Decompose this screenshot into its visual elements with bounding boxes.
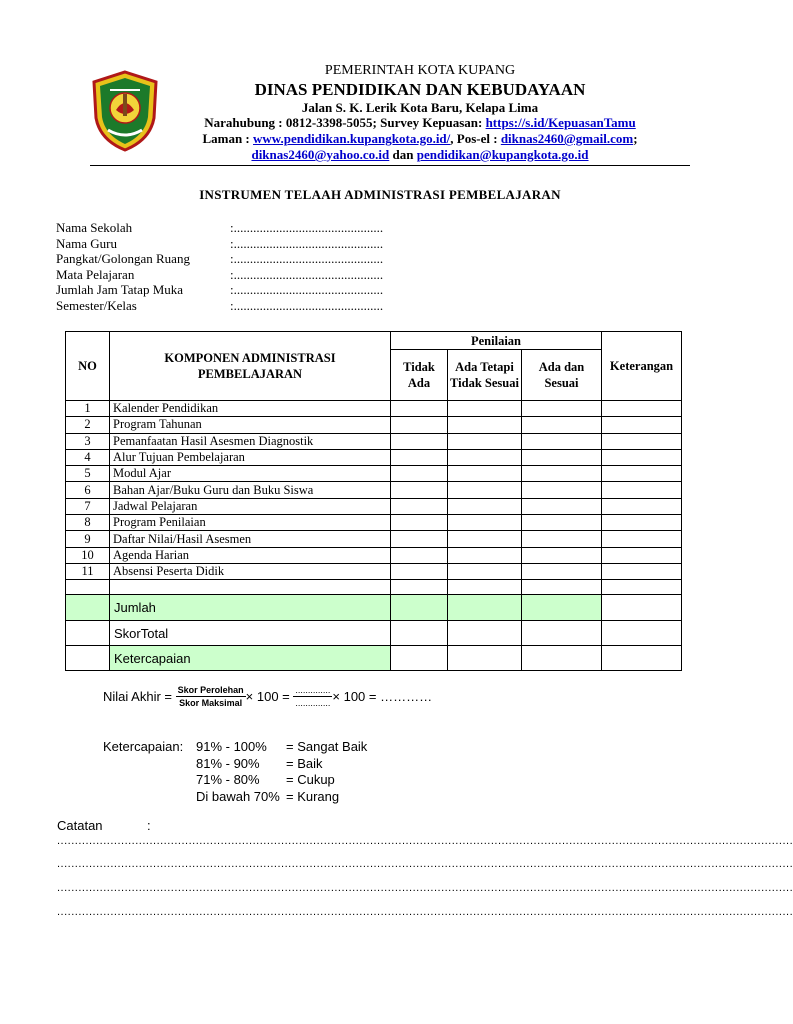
cell-keterangan[interactable] bbox=[602, 401, 682, 417]
email-prefix: , Pos-el : bbox=[450, 131, 501, 146]
row-item: Pemanfaatan Hasil Asesmen Diagnostik bbox=[110, 433, 391, 449]
catatan-line[interactable]: ............................................................................................................................................................................................................... bbox=[57, 882, 793, 894]
table-row bbox=[66, 401, 682, 417]
field-row bbox=[56, 267, 396, 283]
summary-cell[interactable] bbox=[522, 595, 602, 621]
cell-ada-sesuai[interactable] bbox=[522, 515, 602, 531]
summary-cell[interactable] bbox=[522, 621, 602, 646]
field-label: Nama Sekolah bbox=[56, 220, 133, 235]
field-row bbox=[56, 251, 396, 267]
field-row bbox=[56, 298, 396, 314]
formula-times: × 100 = bbox=[245, 689, 294, 704]
table-row bbox=[66, 563, 682, 579]
email-link-official[interactable]: pendidikan@kupangkota.go.id bbox=[416, 147, 589, 162]
header-emails bbox=[170, 147, 670, 163]
survey-link[interactable]: https://s.id/KepuasanTamu bbox=[485, 115, 636, 130]
field-value[interactable]: :.............................................. bbox=[230, 297, 384, 313]
level-desc: = Sangat Baik bbox=[286, 739, 368, 754]
cell-ada-sesuai[interactable] bbox=[522, 547, 602, 563]
field-value[interactable]: :.............................................. bbox=[230, 266, 384, 282]
row-number: 3 bbox=[66, 433, 110, 449]
cell-keterangan[interactable] bbox=[602, 466, 682, 482]
cell-tidak-ada[interactable] bbox=[391, 433, 448, 449]
table-row bbox=[66, 482, 682, 498]
empty-cell[interactable] bbox=[391, 580, 448, 595]
cell-keterangan[interactable] bbox=[602, 531, 682, 547]
field-value[interactable]: :.............................................. bbox=[230, 235, 384, 251]
cell-ada-sesuai[interactable] bbox=[522, 449, 602, 465]
formula-nilai-akhir bbox=[103, 684, 432, 709]
cell-tidak-ada[interactable] bbox=[391, 401, 448, 417]
level-desc: = Baik bbox=[286, 755, 323, 771]
header-tidak-ada: Tidak Ada bbox=[391, 350, 448, 401]
field-label: Pangkat/Golongan Ruang bbox=[56, 251, 190, 266]
formula-blank-den[interactable]: .............. bbox=[295, 698, 331, 708]
level-desc: = Cukup bbox=[286, 772, 335, 787]
identity-fields bbox=[56, 220, 396, 313]
cell-ada-tetapi[interactable] bbox=[448, 498, 522, 514]
row-item: Daftar Nilai/Hasil Asesmen bbox=[110, 531, 391, 547]
row-number: 2 bbox=[66, 417, 110, 433]
cell-tidak-ada[interactable] bbox=[391, 531, 448, 547]
summary-label: SkorTotal bbox=[110, 621, 391, 646]
cell-keterangan[interactable] bbox=[602, 417, 682, 433]
empty-cell[interactable] bbox=[602, 580, 682, 595]
formula-denominator: Skor Maksimal bbox=[179, 698, 243, 708]
summary-cell[interactable] bbox=[522, 646, 602, 671]
formula-fraction bbox=[176, 684, 246, 709]
catatan-line[interactable]: ............................................................................................................................................................................................................... bbox=[57, 858, 793, 870]
field-value[interactable]: :.............................................. bbox=[230, 220, 384, 235]
assessment-table bbox=[65, 331, 682, 671]
cell-ada-sesuai[interactable] bbox=[522, 498, 602, 514]
cell-ada-tetapi[interactable] bbox=[448, 433, 522, 449]
ketercapaian-levels bbox=[196, 739, 367, 805]
row-item: Absensi Peserta Didik bbox=[110, 563, 391, 579]
table-row bbox=[66, 515, 682, 531]
header-address: Jalan S. K. Lerik Kota Baru, Kelapa Lima bbox=[301, 100, 539, 115]
row-number: 10 bbox=[66, 547, 110, 563]
row-number: 4 bbox=[66, 449, 110, 465]
level-row bbox=[196, 772, 367, 789]
cell-keterangan[interactable] bbox=[602, 498, 682, 514]
row-item: Kalender Pendidikan bbox=[110, 401, 391, 417]
row-item: Jadwal Pelajaran bbox=[110, 498, 391, 514]
empty-cell bbox=[110, 580, 391, 595]
level-row bbox=[196, 789, 367, 806]
row-number: 11 bbox=[66, 563, 110, 579]
field-label: Mata Pelajaran bbox=[56, 266, 135, 282]
header-government: PEMERINTAH KOTA KUPANG bbox=[324, 63, 516, 78]
level-row bbox=[196, 756, 367, 773]
formula-result[interactable]: × 100 = ………… bbox=[332, 689, 433, 704]
header-keterangan: Keterangan bbox=[602, 332, 682, 401]
cell-tidak-ada[interactable] bbox=[391, 449, 448, 465]
table-row bbox=[66, 498, 682, 514]
summary-blank bbox=[66, 646, 110, 671]
catatan-line[interactable]: ............................................................................................................................................................................................................... bbox=[57, 906, 793, 918]
summary-cell[interactable] bbox=[448, 646, 522, 671]
summary-cell[interactable] bbox=[391, 646, 448, 671]
header-web bbox=[150, 131, 690, 147]
cell-keterangan[interactable] bbox=[602, 547, 682, 563]
empty-cell[interactable] bbox=[448, 580, 522, 595]
header-contact bbox=[150, 115, 690, 131]
summary-label: Ketercapaian bbox=[110, 646, 391, 671]
header-no: NO bbox=[66, 332, 110, 401]
summary-keterangan[interactable] bbox=[602, 621, 682, 646]
field-row bbox=[56, 282, 396, 298]
summary-row-ketercapaian bbox=[66, 646, 682, 671]
cell-tidak-ada[interactable] bbox=[391, 466, 448, 482]
header-agency: DINAS PENDIDIKAN DAN KEBUDAYAAN bbox=[254, 80, 586, 99]
table-row bbox=[66, 547, 682, 563]
cell-keterangan[interactable] bbox=[602, 449, 682, 465]
header-divider bbox=[90, 165, 690, 166]
summary-cell[interactable] bbox=[448, 621, 522, 646]
cell-keterangan[interactable] bbox=[602, 433, 682, 449]
field-value[interactable]: :.............................................. bbox=[230, 282, 384, 297]
row-number: 8 bbox=[66, 515, 110, 531]
cell-tidak-ada[interactable] bbox=[391, 482, 448, 498]
formula-numerator: Skor Perolehan bbox=[177, 685, 244, 695]
formula-fraction-blank bbox=[293, 684, 332, 709]
header-penilaian: Penilaian bbox=[391, 332, 602, 350]
cell-ada-sesuai[interactable] bbox=[522, 417, 602, 433]
summary-cell[interactable] bbox=[448, 595, 522, 621]
cell-ada-sesuai[interactable] bbox=[522, 433, 602, 449]
cell-ada-tetapi[interactable] bbox=[448, 449, 522, 465]
table-row bbox=[66, 449, 682, 465]
row-number: 6 bbox=[66, 482, 110, 498]
cell-ada-sesuai[interactable] bbox=[522, 401, 602, 417]
cell-ada-tetapi[interactable] bbox=[448, 466, 522, 482]
document-title: INSTRUMEN TELAAH ADMINISTRASI PEMBELAJARAN bbox=[199, 187, 561, 202]
level-range: 91% - 100% bbox=[196, 739, 267, 754]
summary-label: Jumlah bbox=[110, 595, 391, 621]
table-row bbox=[66, 466, 682, 482]
formula-label: Nilai Akhir = bbox=[103, 689, 176, 704]
summary-cell[interactable] bbox=[391, 621, 448, 646]
cell-ada-sesuai[interactable] bbox=[522, 482, 602, 498]
email-link-yahoo[interactable]: diknas2460@yahoo.co.id bbox=[251, 147, 390, 162]
table-row bbox=[66, 531, 682, 547]
web-link[interactable]: www.pendidikan.kupangkota.go.id/ bbox=[253, 131, 451, 146]
field-label: Nama Guru bbox=[56, 235, 118, 251]
contact-text: Narahubung : 0812-3398-5055; Survey Kepuasan: bbox=[204, 115, 486, 130]
catatan-label: Catatan bbox=[57, 818, 103, 833]
row-item: Program Tahunan bbox=[110, 417, 391, 433]
cell-ada-tetapi[interactable] bbox=[448, 401, 522, 417]
cell-ada-tetapi[interactable] bbox=[448, 563, 522, 579]
summary-keterangan[interactable] bbox=[602, 595, 682, 621]
cell-ada-sesuai[interactable] bbox=[522, 466, 602, 482]
email-and: dan bbox=[389, 147, 417, 162]
cell-tidak-ada[interactable] bbox=[391, 498, 448, 514]
row-item: Program Penilaian bbox=[110, 515, 391, 531]
cell-tidak-ada[interactable] bbox=[391, 563, 448, 579]
field-value[interactable]: :.............................................. bbox=[230, 251, 384, 266]
table-row-empty bbox=[66, 580, 682, 595]
email-link-gmail[interactable]: diknas2460@gmail.com bbox=[500, 131, 634, 146]
summary-blank bbox=[66, 595, 110, 621]
row-item: Alur Tujuan Pembelajaran bbox=[110, 449, 391, 465]
cell-tidak-ada[interactable] bbox=[391, 417, 448, 433]
cell-tidak-ada[interactable] bbox=[391, 547, 448, 563]
field-row bbox=[56, 220, 396, 236]
email-suffix: ; bbox=[633, 131, 638, 146]
empty-cell bbox=[66, 580, 110, 595]
level-range: 81% - 90% bbox=[196, 755, 260, 771]
summary-row-jumlah bbox=[66, 595, 682, 621]
row-number: 9 bbox=[66, 531, 110, 547]
level-row bbox=[196, 739, 367, 756]
level-range: 71% - 80% bbox=[196, 772, 260, 787]
catatan-line[interactable]: ............................................................................................................................................................................................................... bbox=[57, 835, 793, 847]
field-row bbox=[56, 236, 396, 252]
row-number: 5 bbox=[66, 466, 110, 482]
row-item: Bahan Ajar/Buku Guru dan Buku Siswa bbox=[110, 482, 391, 498]
row-item: Modul Ajar bbox=[110, 466, 391, 482]
cell-keterangan[interactable] bbox=[602, 563, 682, 579]
summary-row-skortotal bbox=[66, 621, 682, 646]
cell-keterangan[interactable] bbox=[602, 482, 682, 498]
ketercapaian-label: Ketercapaian: bbox=[103, 739, 184, 754]
row-number: 7 bbox=[66, 498, 110, 514]
field-label: Jumlah Jam Tatap Muka bbox=[56, 282, 184, 297]
table-row bbox=[66, 417, 682, 433]
header-komponen: KOMPONEN ADMINISTRASI PEMBELAJARAN bbox=[110, 332, 391, 401]
table-row bbox=[66, 433, 682, 449]
header-ada-tetapi: Ada Tetapi Tidak Sesuai bbox=[448, 350, 522, 401]
cell-tidak-ada[interactable] bbox=[391, 515, 448, 531]
catatan-colon: : bbox=[147, 818, 151, 833]
formula-blank-num[interactable]: .............. bbox=[295, 685, 331, 695]
cell-ada-tetapi[interactable] bbox=[448, 531, 522, 547]
cell-ada-tetapi[interactable] bbox=[448, 482, 522, 498]
level-desc: = Kurang bbox=[286, 788, 340, 804]
header-ada-sesuai: Ada dan Sesuai bbox=[522, 350, 602, 401]
cell-ada-sesuai[interactable] bbox=[522, 531, 602, 547]
cell-ada-tetapi[interactable] bbox=[448, 515, 522, 531]
web-prefix: Laman : bbox=[202, 131, 254, 146]
summary-keterangan[interactable] bbox=[602, 646, 682, 671]
row-number: 1 bbox=[66, 401, 110, 417]
cell-ada-tetapi[interactable] bbox=[448, 417, 522, 433]
field-label: Semester/Kelas bbox=[56, 297, 137, 313]
cell-ada-sesuai[interactable] bbox=[522, 563, 602, 579]
cell-ada-tetapi[interactable] bbox=[448, 547, 522, 563]
empty-cell[interactable] bbox=[522, 580, 602, 595]
level-range: Di bawah 70% bbox=[196, 788, 280, 804]
summary-blank bbox=[66, 621, 110, 646]
summary-cell[interactable] bbox=[391, 595, 448, 621]
row-item: Agenda Harian bbox=[110, 547, 391, 563]
cell-keterangan[interactable] bbox=[602, 515, 682, 531]
